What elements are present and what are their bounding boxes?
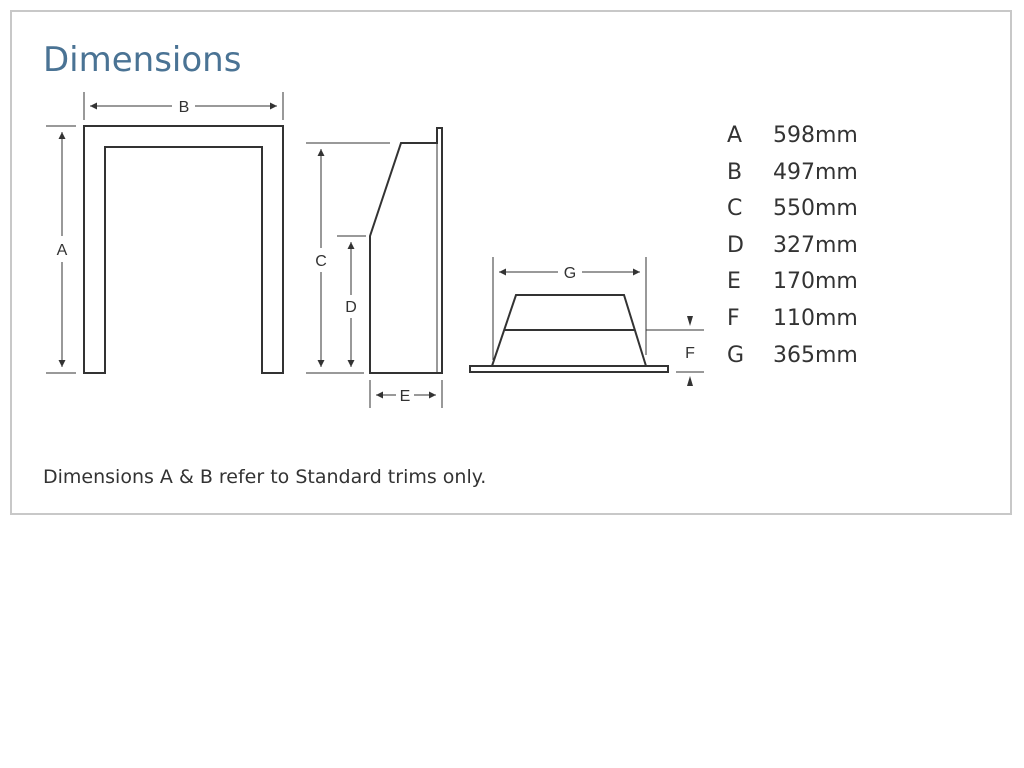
front-view xyxy=(46,92,283,373)
dimension-c-label: C xyxy=(315,253,327,270)
spec-letter: F xyxy=(727,305,740,331)
spec-letter: B xyxy=(727,159,743,185)
spec-row-d xyxy=(727,228,858,265)
spec-value: 365mm xyxy=(773,342,858,368)
spec-value: 550mm xyxy=(773,196,858,222)
spec-value: 598mm xyxy=(773,123,858,148)
spec-letter: G xyxy=(727,342,745,368)
spec-letter: E xyxy=(727,269,741,295)
trim-note: Dimensions A & B refer to Standard trims only. xyxy=(43,466,487,488)
dimension-a-label: A xyxy=(56,242,68,259)
side-profile-outline xyxy=(370,128,442,373)
spec-row-a xyxy=(727,118,858,155)
spec-value: 170mm xyxy=(773,269,858,295)
spec-row-b xyxy=(727,155,858,192)
dimension-b-label: B xyxy=(178,99,190,116)
plan-base-plate xyxy=(470,366,668,372)
spec-row-f xyxy=(727,301,858,338)
front-trim-outline xyxy=(84,126,283,373)
dimension-g-label: G xyxy=(563,265,577,282)
spec-row-e xyxy=(727,264,858,301)
spec-value: 497mm xyxy=(773,159,858,185)
spec-letter: C xyxy=(727,196,743,222)
dimension-specs-list xyxy=(727,118,858,374)
dimension-f-arrow-top xyxy=(687,316,693,326)
page-title: Dimensions xyxy=(43,40,242,80)
spec-letter: A xyxy=(727,123,743,148)
dimension-e-label: E xyxy=(399,388,411,405)
spec-row-g xyxy=(727,338,858,375)
dimension-f-label: F xyxy=(685,345,695,362)
spec-value: 327mm xyxy=(773,232,858,258)
spec-row-c xyxy=(727,191,858,228)
spec-letter: D xyxy=(727,232,744,258)
dimension-f-arrow-bottom xyxy=(687,376,693,386)
side-view xyxy=(306,128,442,408)
plan-view xyxy=(470,257,704,386)
spec-value: 110mm xyxy=(773,305,858,331)
dimension-d-label: D xyxy=(345,299,357,316)
